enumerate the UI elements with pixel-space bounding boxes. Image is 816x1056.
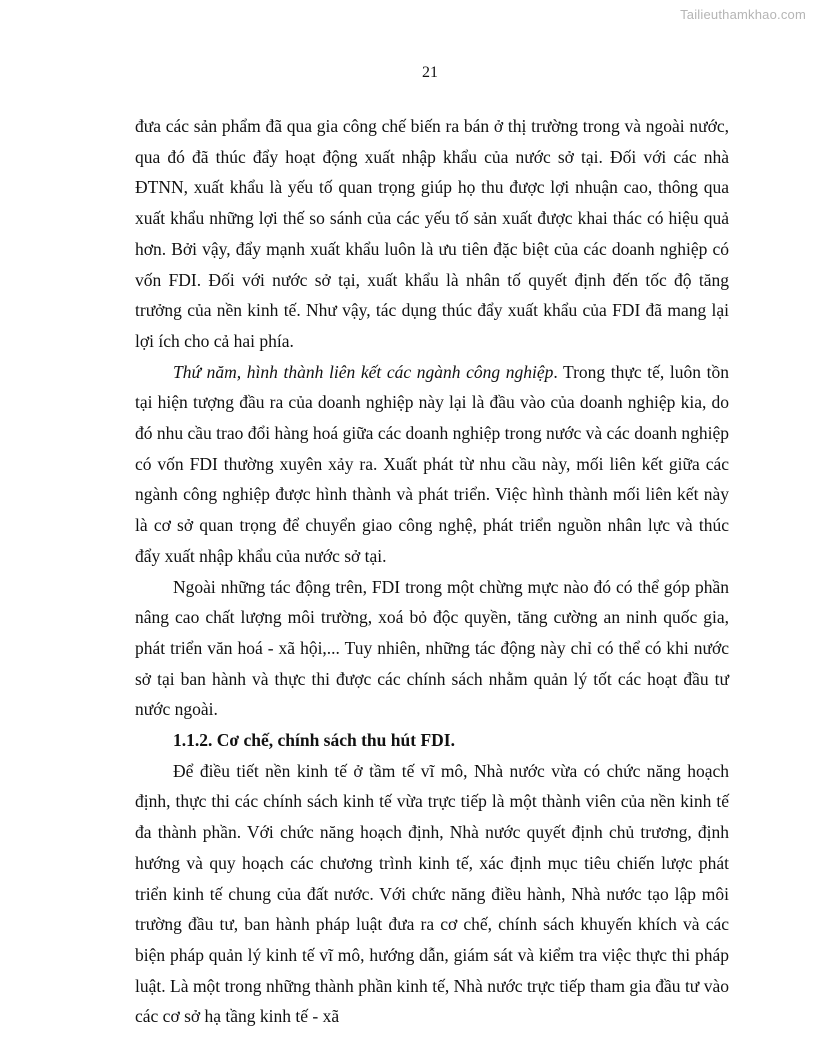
paragraph-export-effects: đưa các sản phẩm đã qua gia công chế biến ra bán ở thị trường trong và ngoài nước, qua đó đã thúc đẩy hoạt động xuất nhập khẩu của nước sở tại. Đối với các nhà ĐTNN, xuất khẩu là yếu tố quan trọng giúp họ thu được lợi nhuận cao, thông qua xuất khẩu những lợi thế so sánh của các yếu tố sản xuất được khai thác có hiệu quả hơn. Bởi vậy, đẩy mạnh xuất khẩu luôn là ưu tiên đặc biệt của các doanh nghiệp có vốn FDI. Đối với nước sở tại, xuất khẩu là nhân tố quyết định đến tốc độ tăng trưởng của nền kinh tế. Như vậy, tác dụng thúc đẩy xuất khẩu của FDI đã mang lại lợi ích cho cả hai phía. bbox=[135, 116, 729, 351]
paragraph-industrial-linkage bbox=[135, 357, 729, 572]
paragraph-lead-italic: Thứ năm, hình thành liên kết các ngành công nghiệp bbox=[173, 361, 554, 382]
page-number: 21 bbox=[422, 64, 438, 81]
document-body bbox=[135, 111, 729, 1032]
paragraph-body-text: . Trong thực tế, luôn tồn tại hiện tượng đầu ra của doanh nghiệp này lại là đầu vào của doanh nghiệp kia, do đó nhu cầu trao đổi hàng hoá giữa các doanh nghiệp trong nước và các doanh nghiệp có vốn FDI thường xuyên xảy ra. Xuất phát từ nhu cầu này, mối liên kết giữa các ngành công nghiệp được hình thành và phát triển. Việc hình thành mối liên kết này là cơ sở quan trọng để chuyển giao công nghệ, phát triển nguồn nhân lực và thúc đẩy xuất nhập khẩu của nước sở tại. bbox=[135, 361, 729, 566]
paragraph-other-impacts: Ngoài những tác động trên, FDI trong một chừng mực nào đó có thể góp phần nâng cao chất lượng môi trường, xoá bỏ độc quyền, tăng cường an ninh quốc gia, phát triển văn hoá - xã hội,... Tuy nhiên, những tác động này chỉ có thể có khi nước sở tại ban hành và thực thi được các chính sách nhằm quản lý tốt các hoạt đầu tư nước ngoài. bbox=[135, 576, 729, 720]
watermark: Tailieuthamkhao.com bbox=[680, 7, 806, 22]
paragraph-state-role: Để điều tiết nền kinh tế ở tầm tế vĩ mô, Nhà nước vừa có chức năng hoạch định, thực thi các chính sách kinh tế vừa trực tiếp là một thành viên của nền kinh tế đa thành phần. Với chức năng hoạch định, Nhà nước quyết định chủ trương, định hướng và quy hoạch các chương trình kinh tế, xác định mục tiêu chiến lược phát triển kinh tế chung của đất nước. Với chức năng điều hành, Nhà nước tạo lập môi trường đầu tư, ban hành pháp luật đưa ra cơ chế, chính sách khuyến khích và các biện pháp quản lý kinh tế vĩ mô, hướng dẫn, giám sát và kiểm tra việc thực thi pháp luật. Là một trong những thành phần kinh tế, Nhà nước trực tiếp tham gia đầu tư vào các cơ sở hạ tầng kinh tế - xã bbox=[135, 760, 729, 1027]
section-heading: 1.1.2. Cơ chế, chính sách thu hút FDI. bbox=[173, 730, 455, 751]
